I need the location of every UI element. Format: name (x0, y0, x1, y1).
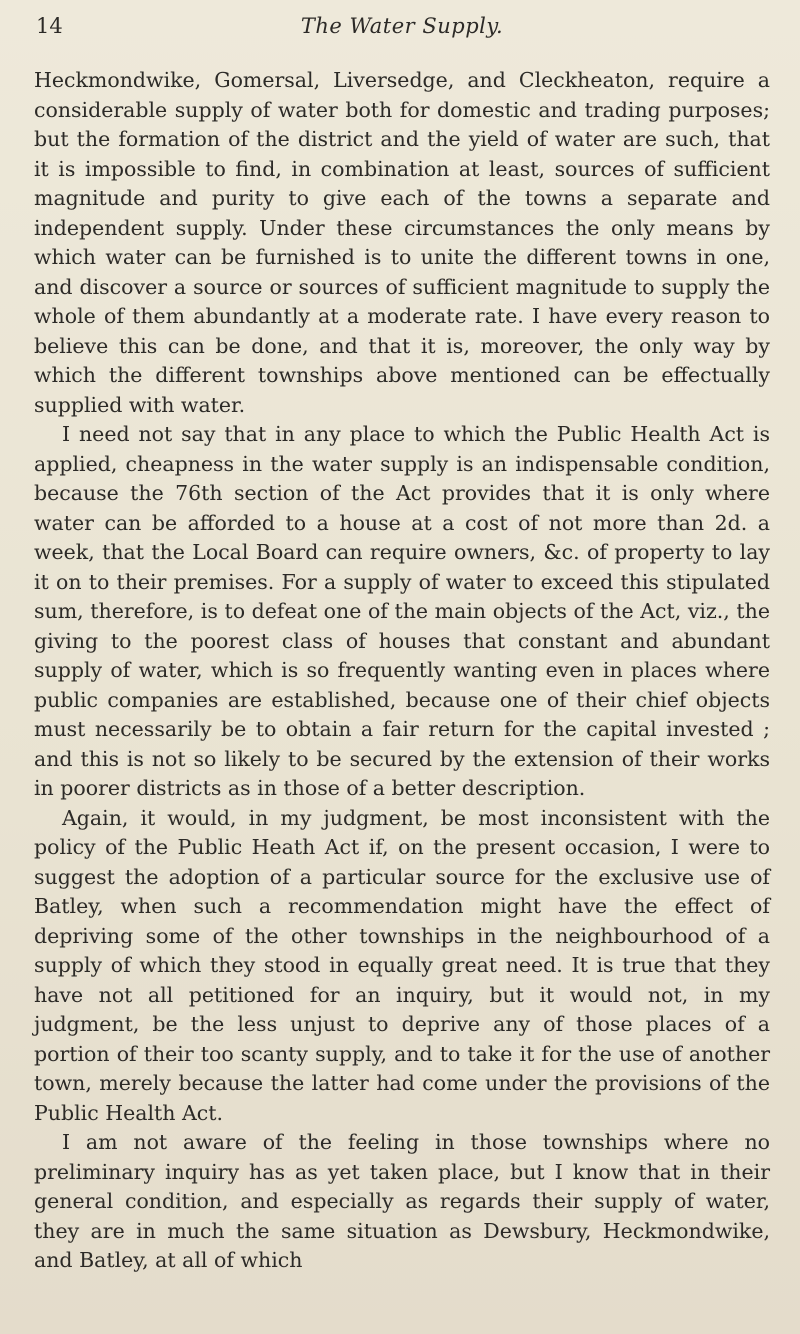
paragraph: I am not aware of the feeling in those townships where no preliminary inquiry has as yet taken place, but I know that in their general condition, and especially as regards their supply of water, they are in much the same situation as Dewsbury, Heckmondwike, and Batley, at all of which (34, 1130, 770, 1272)
body-text (34, 66, 770, 1276)
running-head (34, 10, 770, 46)
paragraph: Again, it would, in my judgment, be most inconsistent with the policy of the Public Heath Act if, on the present occasion, I were to suggest the adoption of a particular source for the exclusive use of Batley, when such a recommendation might have the effect of depriving some of the other townships in the neighbourhood of a supply of which they stood in equally great need. It is true that they have not all petitioned for an inquiry, but it would not, in my judgment, be the less unjust to deprive any of those places of a portion of their too scanty supply, and to take it for the use of another town, merely because the latter had come under the provisions of the Public Health Act. (34, 805, 770, 1125)
running-title: The Water Supply. (300, 14, 504, 38)
paragraph: I need not say that in any place to which the Public Health Act is applied, cheapness in the water supply is an indispensable condition, because the 76th section of the Act provides that it is only where water can be afforded to a house at a cost of not more than 2d. a week, that the Local Board can require owners, &c. of property to lay it on to their premises. For a supply of water to exceed this stipulated sum, therefore, is to defeat one of the main objects of the Act, viz., the giving to the poorest class of houses that constant and abundant supply of water, which is so frequently wanting even in places where public companies are established, because one of their chief objects must necessarily be to obtain a fair return for the capital invested ; and this is not so likely to be secured by the extension of their works in poorer districts as in those of a better description. (34, 422, 770, 800)
page-number: 14 (36, 14, 63, 38)
paragraph: Heckmondwike, Gomersal, Liversedge, and Cleckheaton, require a considerable supply of water both for domestic and trading purposes; but the formation of the district and the yield of water are such, that it is impossible to find, in combination at least, sources of sufficient magnitude and purity to give each of the towns a separate and independent supply. Under these circumstances the only means by which water can be furnished is to unite the different towns in one, and discover a source or sources of sufficient magnitude to supply the whole of them abundantly at a moderate rate. I have every reason to believe this can be done, and that it is, moreover, the only way by which the different townships above mentioned can be effectually supplied with water. (34, 68, 770, 417)
